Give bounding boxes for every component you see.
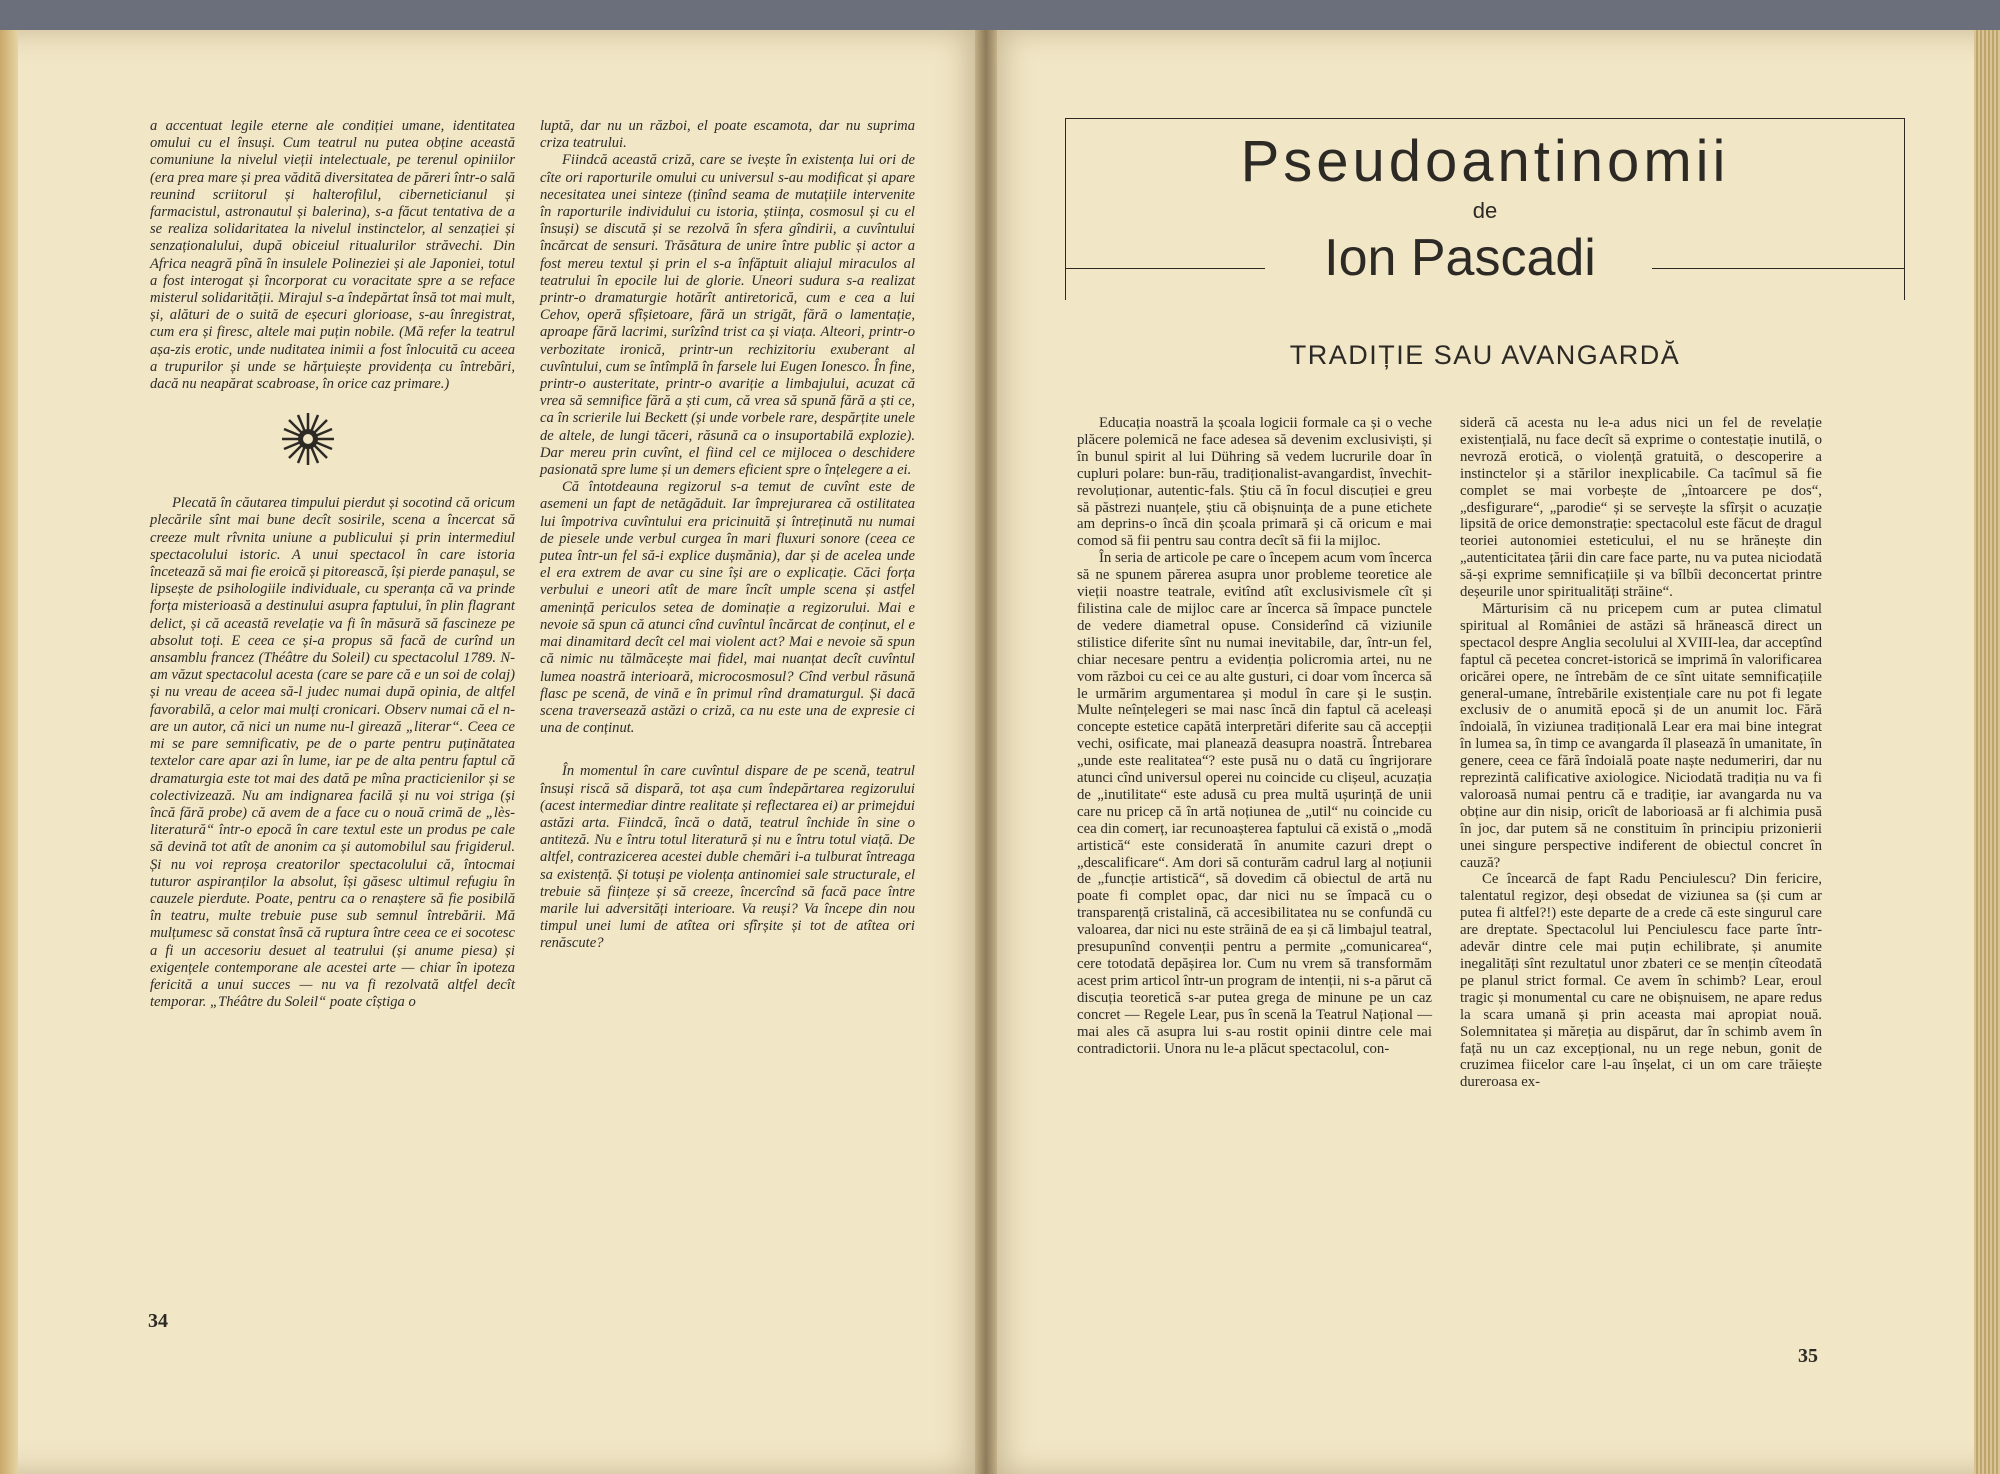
paragraph: a accentuat legile eterne ale condiției umane, identitatea omului cu el însuși. Cum teatrul nu putea obține această comuniune la nivelul vieții intelectuale, pe terenul opiniilor (era prea mare și prea vădită diversitatea de păreri într-o sală reunind scriitorul și halterofilul, ciberneticianul și farmacistul, astronautul și balerina), s-a făcut tentativa de a se realiza solidaritatea la nivelul instinctelor, al senzației și senzaționalului, după obiceiul ritualurilor străvechi. Din Africa neagră pînă în insulele Polineziei și ale Japoniei, totul a fost interogat și încorporat cu voracitate spre a se reface misterul solidarității. Mirajul s-a îndepărtat însă tot mai mult, și, alături de o suită de eșecuri glorioase, s-au înregistrat, cum era și firesc, altele mai puțin nobile. (Mă refer la teatrul așa-zis erotic, unde nuditatea inimii a fost înlocuită cu aceea a trupurilor și unde se hărțuiește providența cu întrebări, dacă nu neapărat scabroase, în orice caz primare.) (150, 118, 515, 393)
paragraph: Mărturisim că nu pricepem cum ar putea climatul spiritual al României de astăzi să hrănească direct un spectacol despre Anglia secolului al XVIII-lea, dar acceptînd faptul că pecetea concret-istorică se imprimă în valorificarea oricărei opere, ne întrebăm de ce sînt uitate semnificațiile general-umane, întrebările existențiale care nu pot fi legate exclusiv de o anumită epocă și de un anumit loc. Fără îndoială, în viziunea tradițională Lear era mai bine integrat în lumea sa, în timp ce avangarda îl plasează în umanitate, în genere, ceea ce fără îndoială poate naște nedumeriri, dar nu reprezintă calificative axiologice. Niciodată tradiția nu va fi valoroasă numai pentru că e tradiție, iar avangarda nu va obține aur din nisip, oricît de laborioasă ar fi alchimia pusă în joc, dar putem să ne constituim în principiu prizonierii unei singure perspective indiferent de obiectul concret în cauză? (1460, 600, 1822, 871)
paragraph: Că întotdeauna regizorul s-a temut de cuvînt este de asemeni un fapt de netăgăduit. Iar împrejurarea că ostilitatea lui împotriva cuvîntului era pricinuită și întreținută nu numai de piesele unde verbul curgea în mari fluxuri sonore (ceea ce putea într-un fel să-i explice dușmănia), dar și de acelea unde el era extrem de avar cu sine își are o explicație. Căci forța verbului e uneori atît de mare încît umple scena și astfel amenință periculos setea de dominație a regizorului. Mai e nevoie să spun că atunci cînd cuvîntul încărcat de conținut, el e mai dinamitard decît cel mai violent act? Mai e nevoie să spun că nimic nu tălmăcește mai fidel, mai nuanțat decît cuvîntul lumea noastră interioară, microcosmosul? Cînd verbul răsună flasc pe scenă, de vină e în primul rînd dramaturgul. Și dacă scena traversează astăzi o criză, ca nu este una de expresie ci una de conținut. (540, 479, 915, 737)
title-rule (1065, 268, 1265, 269)
right-column-1 (1077, 415, 1432, 1057)
paragraph: luptă, dar nu un război, el poate escamota, dar nu suprima criza teatrului. (540, 118, 915, 152)
paragraph: În momentul în care cuvîntul dispare de pe scenă, teatrul însuși riscă să dispară, tot așa cum îndepărtarea regizorului (acest intermediar dintre realitate și reflectarea ei) ar primejdui astăzi arta. Fiindcă, încă o dată, teatrul închide în sine o antiteză. Nu e întru totul literatură și nu e întru totul viață. De altfel, contrazicerea acestei duble chemări i-a tulburat întreaga sa existență. Și totuși pe violența antinomiei sale structurale, el trebuie să ființeze și să creeze, încercînd să facă pace între marile lui adversități interioare. Va reuși? Va începe din nou timpul unei lumi de atîtea ori sfîrșite și tot de atîtea ori renăscute? (540, 763, 915, 952)
page-edge (0, 30, 18, 1474)
left-page (0, 30, 985, 1474)
right-column-2 (1460, 415, 1822, 1091)
byline-label: de (1472, 198, 1498, 223)
left-column-2 (540, 118, 915, 953)
star-ornament-icon (280, 411, 336, 467)
article-title: Pseudoantinomii (1240, 129, 1730, 194)
left-column-1 (150, 118, 515, 1011)
book-gutter (975, 30, 997, 1474)
title-rule (1652, 268, 1905, 269)
paragraph: În seria de articole pe care o începem acum vom încerca să ne spunem părerea asupra unor probleme teoretice ale vieții noastre teatrale, evitînd atît exclusivismele cît și filistina cale de mijloc care ar încerca să împace punctele de vedere diametral opuse. Considerînd că viziunile stilistice diferite sînt nu numai inevitabile, dar, într-un fel, chiar necesare pentru a evidenția policromia artei, nu ne vom război cu cei ce au alte gusturi, ci doar vom încerca să le urmărim argumentarea și modul în care și le susțin. Multe neînțelegeri se mai nasc încă din faptul că aceleași concepte estetice capătă interpretări diferite sau că accepții vechi, osificate, mai planează deasupra noastră. Întrebarea „unde este realitatea“? este pusă nu o dată cu îngrijorare atunci cînd universul operei nu coincide cu clișeul, acuzația de „inutilitate“ este adusă cu prea multă ușurință de unii care nu pricep că în artă noțiunea de „util“ nu coincide cu cea din comerț, iar recunoașterea faptului că există o „modă artistică“ este considerată în anumite cazuri drept o „descalificare“. Am dori să conturăm cadrul larg al noțiunii de „funcție artistică“, să dovedim că obiectul de artă nu poate fi complet opac, dar nici nu se împacă cu o transparență cristalină, că accesibilitatea nu se confundă cu valoarea, dar nici nu este străină de ea și că limbajul teatral, presupunînd convenții pentru a permite „comunicarea“, cere totodată depășirea lor. Cum nu vrem să transformăm acest prim articol într-un program de intenții, ni s-a părut că discuția teoretică s-ar putea grega de minune pe un caz concret — Regele Lear, pus în scenă la Teatrul Național — mai ales că asupra lui s-au rostit opinii dintre cele mai contradictorii. Unora nu le-a plăcut spectacolul, con- (1077, 550, 1432, 1057)
author-name: Ion Pascadi (1324, 229, 1596, 287)
paragraph: Plecată în căutarea timpului pierdut și socotind că oricum plecările sînt mai bune decît sosirile, scena a încercat să creeze mult rîvnita uniune a publicului și prin intermediul spectacolului istoric. A unui spectacol în care istoria încetează să mai fie eroică și pitorească, își pierde panașul, se lipsește de psihologiile individuale, cu speranța că va prinde forța misterioasă a destinului asupra faptului, în plin flagrant delict, și că această revelație va fi în măsură să fascineze pe absolut toți. E ceea ce și-a propus să facă de curînd un ansamblu francez (Théâtre du Soleil) cu spectacolul 1789. N-am văzut spectacolul acesta (care se pare că e un soi de colaj) și nu vreau de aceea să-l judec numai după opinia, de altfel favorabilă, a celor mai mulți cronicari. Observ numai că el n-are un autor, că nici un nume nu-l girează „literar“. Ceea ce mi se pare semnificativ, pe de o parte pentru puținătatea textelor care apar azi în lume, iar pe de alta pentru faptul că dramaturgia este tot mai des dată pe mîna practicienilor și se colectivizează. Nu am indignarea facilă și nu voi striga (și încă fără probe) că avem de a face cu o nouă crimă de „lès-literatură“ într-o epocă în care textul este un produs pe cale să devină tot atît de anonim ca și automobilul sau frigiderul. Și nu voi reproșa creatorilor spectacolului că, întocmai tuturor aspiranților la absolut, își găsesc ultimul refugiu în cauzele pierdute. Poate, pentru ca o renaștere să fie posibilă în teatru, multe trebuie puse sub semnul întrebării. Mă mulțumesc să constat însă că ruptura între ceea ce ei socotesc a fi un accesoriu desuet al teatrului (și anume piesa) și exigențele contemporane ale acestei arte — chiar în ipoteza fericită a unui succes — nu va fi rezolvată altfel decît temporar. „Théâtre du Soleil“ poate cîștiga o (150, 495, 515, 1011)
page-number: 35 (1798, 1345, 1818, 1367)
page-number: 34 (148, 1310, 168, 1332)
section-subtitle: TRADIȚIE SAU AVANGARDĂ (1289, 340, 1681, 370)
page-edge (1974, 30, 2000, 1474)
paragraph: Educația noastră la școala logicii formale ca și o veche plăcere polemică ne face adesea să devenim exclusiviști, și în bunul spirit al lui Dühring să vedem lucrurile doar în cupluri polare: bun-rău, tradiționalist-avangardist, învechit-revoluționar, autentic-fals. Știu că în focul discuției e greu să păstrezi nuanțele, știu că obișnuința de a pune etichete am deprins-o încă din școala primară și că oricum e mai comod să fii pentru sau contra decît să fii la mijloc. (1077, 415, 1432, 550)
paragraph: Fiindcă această criză, care se ivește în existența lui ori de cîte ori raporturile omului cu universul s-au modificat și apare necesitatea unei sinteze (ținînd seama de mutațiile intervenite în raporturile individului cu istoria, știința, cosmosul și cu el însuși) se discută și se rezolvă în sfera gîndirii, a cuvîntului încărcat de sensuri. Trăsătura de unire între public și actor a fost mereu textul și prin el s-a înfăptuit aliajul miraculos al teatrului în epocile lui de glorie. Uneori sudura s-a realizat printr-o dramaturgie hotărît antiretorică, cum e cea a lui Cehov, operă sfîșietoare, fără un strigăt, fără o lamentație, aproape fără lacrimi, surîzînd trist ca și viața. Alteori, printr-o verbozitate ironică, printr-un rechizitoriu exuberant al cuvîntului, cum se întîmplă în farsele lui Eugen Ionesco. În fine, printr-o austeritate, printr-o avariție a limbajului, acuzat că vrea să semnifice fără a ști cum, că vrea să spună fără a ști ce, ca în scrierile lui Beckett (și unde vorbele rare, despărțite unele de altele, de lungi tăceri, răsună ca o insuportabilă explozie). Dar mereu prin cuvînt, el fiind cel ce mijlocea o deschidere pasionată spre lume și un demers eficient spre o înțelegere a ei. (540, 152, 915, 479)
paragraph: Ce încearcă de fapt Radu Penciulescu? Din fericire, talentatul regizor, deși obsedat de viziunea sa (și cum ar putea fi altfel?!) este departe de a crede că este singurul care are dreptate. Spectacolul lui Penciulescu face parte într-adevăr dintre cele mai puțin echilibrate, și anumite inegalități sînt rezultatul unor zbateri ce se mențin cîteodată pe planul strict formal. Ce avem în schimb? Lear, eroul tragic și monumental cu care ne obișnuisem, ne apare redus la scara umană și prin aceasta mai apropiat nouă. Solemnitatea și măreția au dispărut, dar în schimb avem în față nu un caz excepțional, nu un rege nebun, gonit de cruzimea fiicelor care l-au înșelat, ci un om care trăiește dureroasa ex- (1460, 871, 1822, 1091)
paragraph: sideră că acesta nu le-a adus nici un fel de revelație existențială, nu face decît să exprime o contestație inutilă, o nevroză erotică, o violență gratuită, o descoperire a instinctelor și a stărilor inexplicabile. Ca tacîmul să fie complet se mai vorbește de „întoarcere pe dos“, „desfigurare“, „parodie“ și se servește la sfîrșit o acuzație lipsită de orice demonstrație: spectacolul este făcut de dragul teoriei autonomiei esteticului, el nu se hrănește din „autenticitatea țării din care face parte, nu va putea niciodată să-și exprime semnificațiile și va bîlbîi deconcertat printre deșeurile unor spiritualități străine“. (1460, 415, 1822, 601)
